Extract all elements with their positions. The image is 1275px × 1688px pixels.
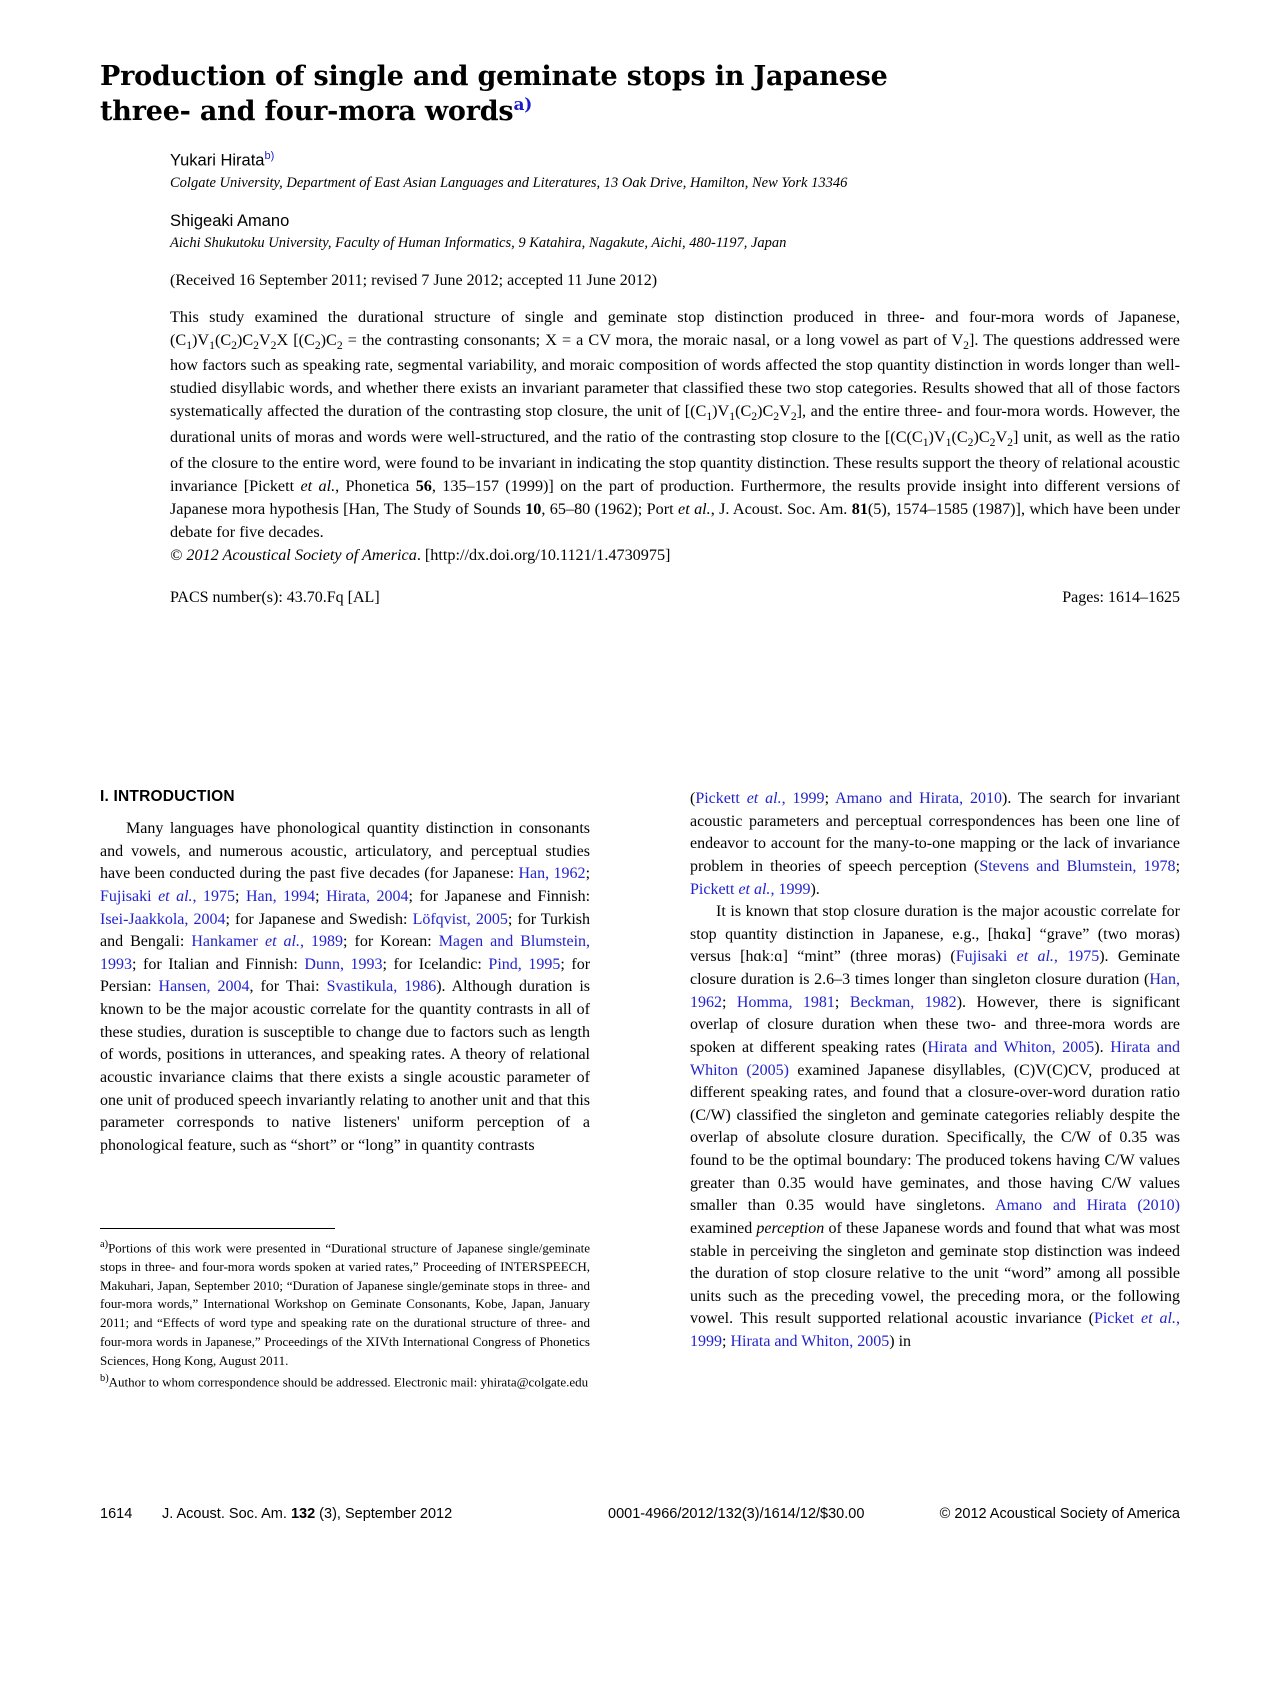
paragraph-intro-1 [100, 818, 590, 1157]
text-run: ). [1094, 1038, 1111, 1056]
footnote-b-text: Author to whom correspondence should be addressed. Electronic mail: yhirata@colgate.edu [108, 1374, 589, 1390]
section-heading-introduction: I. INTRODUCTION [100, 788, 235, 805]
abstract-seg-12: )C [757, 402, 774, 421]
pacs-numbers: PACS number(s): 43.70.Fq [AL] [170, 588, 380, 606]
author-name-2 [170, 212, 1180, 231]
et-al: et al. [738, 880, 771, 898]
abstract-seg-8: = the contrasting consonants; X = a CV mora, the moraic nasal, or a long vowel as part of V [342, 330, 964, 349]
footer-volume: 132 [290, 1506, 316, 1522]
citation-link[interactable]: Pickett et al., 1999 [695, 790, 825, 807]
citation-link[interactable]: Picket et al., 1999 [690, 1310, 1180, 1350]
author-1-label: Yukari Hirata [170, 151, 265, 170]
abstract-seg-15: unit, as well as the ratio of the closure to the entire word, were found to be invariant in indicating the stop quantity distinction. These results support the theory of relational acoustic invariance [Pickett [170, 428, 1180, 495]
text-run: ). [810, 880, 820, 898]
abstract-seg-3: (C [214, 330, 232, 349]
text-run: ; [824, 790, 836, 807]
footer-page-number: 1614 [100, 1506, 133, 1522]
citation-link[interactable]: Han, 1994 [245, 887, 316, 905]
text-run: ; [235, 887, 246, 905]
footnote-block [100, 1228, 590, 1394]
citation-link[interactable]: Hirata and Whiton (2005) [690, 1038, 1181, 1079]
text-run: ; for Persian: [100, 955, 591, 996]
page-title [100, 60, 1180, 129]
abstract-seg-13: V [779, 402, 791, 421]
title-block [100, 60, 1180, 129]
et-al: et al. [1140, 1310, 1176, 1328]
abstract-bold-2: 10 [525, 499, 542, 518]
text-run: ). Although duration is known to be the major acoustic correlate for the quantity contrasts in all of these studies, duration is susceptible to change due to factors such as length of words, positions in utterances, and speaking rates. A theory of relational acoustic invariance claims that there exists a single acoustic parameter of one unit of produced speech invariantly relating to another unit and that this parameter corresponds to native listeners' uniform perception of a phonological feature, such as “short” or “long” in quantity contrasts [100, 978, 591, 1154]
citation-link[interactable]: Han, 1962 [518, 865, 586, 883]
text-run: , for Thai: [249, 978, 327, 996]
et-al: et al. [265, 933, 301, 951]
text-run: It is known that stop closure duration is the major acoustic correlate for stop quantity distinction in Japanese, e.g., [hɑkɑ] “grave” (two moras) versus [hɑkːɑ] “mint” (three moras) ( [690, 903, 1180, 966]
citation-link[interactable]: Hirata and Whiton, 2005 [730, 1333, 890, 1350]
received-line: (Received 16 September 2011; revised 7 June 2012; accepted 11 June 2012) [170, 271, 658, 289]
footnote-a-marker: a) [100, 1239, 109, 1250]
citation-link[interactable]: Hirata and Whiton, 2005 [927, 1038, 1095, 1056]
text-run: ; [585, 865, 591, 883]
abstract-bold-1: 56 [415, 476, 432, 495]
abstract-seg-16: , Phonetica [335, 476, 416, 495]
abstract-seg-9: ]. The questions addressed were how factors such as speaking rate, segmental variability, and moraic composition of words affected the stop quantity distinction in words longer than well-studied disyllabic words, and whether there exists an invariant parameter that classified these two stop categories. Results showed that all of those factors systematically affected the duration of the contrasting stop closure, the unit of [(C [170, 330, 1180, 421]
abstract-seg-1: This study examined the durational structure of single and geminate stop distinction produced in three- and four-mora words of Japanese, (C [170, 307, 1180, 349]
abstract-seg-19: , J. Acoust. Soc. Am. [710, 499, 852, 518]
abstract-etal-2: et al. [678, 499, 711, 518]
abstract-seg-11: (C [735, 402, 752, 421]
text-run: ( [690, 790, 696, 807]
citation-link[interactable]: Fujisaki et al., 1975 [955, 948, 1100, 966]
abstract-copyright: © 2012 Acoustical Society of America [170, 545, 417, 564]
citation-link[interactable]: Amano and Hirata, 2010 [835, 790, 1003, 807]
citation-link[interactable]: Svastikula, 1986 [326, 978, 437, 996]
pacs-row [170, 589, 1180, 607]
footnote-divider [100, 1228, 335, 1229]
citation-link[interactable]: Dunn, 1993 [304, 955, 383, 973]
text-run: ; for Italian and Finnish: [132, 955, 305, 973]
citation-link[interactable]: Pickett et al., 1999 [690, 880, 811, 898]
emphasis-text: perception [756, 1219, 825, 1237]
abstract-seg-2: )V [192, 330, 210, 349]
citation-link[interactable]: Amano and Hirata (2010) [995, 1197, 1180, 1215]
footer-copyright: © 2012 Acoustical Society of America [939, 1506, 1180, 1522]
abstract-seg-7: )C [320, 330, 337, 349]
page-range: Pages: 1614–1625 [1062, 588, 1180, 606]
footnote-b-marker: b) [100, 1373, 109, 1385]
paragraph-right-1 [690, 788, 1180, 901]
text-run: examined Japanese disyllables, (C)V(C)CV, produced at different speaking rates, and found that a closure-over-word duration ratio (C/W) classified the singleton and geminate categories reliably despite the overlap of absolute closure duration. Specifically, the C/W of 0.35 was found to be the optimal boundary: The produced tokens having C/W values greater than 0.35 would have geminates, and those having C/W values smaller than 0.35 would have singletons. [690, 1061, 1180, 1215]
text-run: ; [834, 993, 850, 1011]
text-run: ; [722, 1333, 731, 1350]
footnote-a [100, 1238, 590, 1370]
citation-link[interactable]: Beckman, 1982 [849, 993, 957, 1011]
citation-link[interactable]: Löfqvist, 2005 [412, 910, 508, 928]
citation-link[interactable]: Fujisaki et al., 1975 [100, 887, 236, 905]
author-1-affiliation: Colgate University, Department of East Asian Languages and Literatures, 13 Oak Drive, Hamilton, New York 13346 [170, 174, 848, 191]
text-run: ). Geminate closure duration is 2.6–3 times longer than singleton closure duration ( [690, 948, 1181, 988]
et-al: et al. [158, 887, 193, 905]
text-run: examined [690, 1219, 757, 1237]
text-run: ; [315, 887, 327, 905]
text-run: ). The search for invariant acoustic parameters and perceptual correspondences has been one line of endeavor to account for the many-to-one mapping or the lack of invariance problem in theories of speech perception ( [690, 790, 1181, 875]
citation-link[interactable]: Hankamer et al., 1989 [191, 933, 344, 951]
column-right [690, 788, 1180, 1354]
author-1-footnote-marker[interactable]: b) [264, 150, 275, 162]
text-run: ; [1175, 857, 1181, 875]
footnote-a-text: Portions of this work were presented in “Durational structure of Japanese single/geminate stops in three- and four-mora words spoken at varied rates,” Proceeding of INTERSPEECH, Makuhari, Japan, September 2010; “Duration of Japanese single/geminate stops in three- and four-mora words,” International Workshop on Geminate Consonants, Kobe, Japan, January 2011; and “Effects of word type and speaking rate on the durational structure of three- and four-mora words in Japanese,” Proceedings of the XIVth International Congress of Phonetics Sciences, Hong Kong, August 2011. [100, 1240, 590, 1368]
abstract-bold-3: 81 [851, 499, 868, 518]
footer-journal-name: J. Acoust. Soc. Am. [162, 1506, 291, 1522]
abstract-seg-6: X [(C [276, 330, 315, 349]
citation-link[interactable]: Hirata, 2004 [326, 887, 409, 905]
text-run: ) in [889, 1333, 912, 1350]
citation-link[interactable]: Hansen, 2004 [158, 978, 250, 996]
abstract-seg-20: (5), 1574–1585 (1987)], which have been under debate for five decades. [170, 499, 1180, 541]
citation-link[interactable]: Han, 1962 [690, 971, 1180, 1011]
citation-link[interactable]: Magen and Blumstein, 1993 [100, 933, 591, 973]
text-run: ). However, there is significant overlap of closure duration when these two- and three-mora words are spoken at different speaking rates ( [690, 993, 1181, 1056]
abstract-etal-1: et al. [300, 476, 336, 495]
footnote-b [100, 1372, 590, 1392]
author-2-label: Shigeaki Amano [170, 211, 290, 230]
footer-issue-date: (3), September 2012 [315, 1506, 453, 1522]
author-2-affiliation: Aichi Shukutoku University, Faculty of Human Informatics, 9 Katahira, Nagakute, Aichi, 480-1197, Japan [170, 234, 787, 251]
text-run: of these Japanese words and found that what was most stable in perceiving the singleton and geminate stop distinction was indeed the duration of stop closure relative to the unit “word” among all possible units such as the preceding vowel, the preceding mora, or the following vowel. This result supported relational acoustic invariance ( [690, 1219, 1180, 1328]
title-line-1: Production of single and geminate stops in Japanese [100, 61, 888, 92]
paragraph-right-2 [690, 901, 1180, 1354]
abstract-seg-14: ], and the entire three- and four-mora words. However, the durational units of moras and words were well-structured, and the ratio of the contrasting stop closure to the [(C [170, 402, 1180, 447]
author-block [170, 150, 1180, 607]
text-run: ; for Japanese and Finnish: [408, 887, 591, 905]
abstract-seg-17: , 135–157 (1999)] on the part of production. Furthermore, the results provide insight into different versions of Japanese mora hypothesis [Han, The Study of Sounds [170, 476, 1180, 518]
title-line-2: three- and four-mora words [100, 95, 514, 127]
footer-issn: 0001-4966/2012/132(3)/1614/12/$30.00 [608, 1506, 865, 1522]
text-run: ; for Icelandic: [382, 955, 489, 973]
footer-journal [162, 1506, 452, 1522]
text-run: ; for Japanese and Swedish: [225, 910, 413, 928]
text-run: ; for Turkish and Bengali: [100, 910, 591, 951]
abstract-doi[interactable]: . [http://dx.doi.org/10.1121/1.4730975] [416, 545, 671, 564]
abstract-seg-5: V [258, 330, 271, 349]
et-al: et al. [1016, 948, 1054, 966]
abstract-seg-18: , 65–80 (1962); Port [541, 499, 679, 518]
citation-link[interactable]: Homma, 1981 [736, 993, 835, 1011]
et-al: et al. [746, 790, 782, 807]
abstract-seg-10: )V [712, 402, 730, 421]
author-name-1 [170, 150, 1180, 171]
citation-link[interactable]: Isei-Jaakkola, 2004 [100, 910, 226, 928]
title-footnote-marker[interactable]: a) [513, 94, 533, 115]
abstract: This study examined the durational structure of single and geminate stop distinction produced in three- and four-mora words of Japanese, $(C_1)V_1(C_2)C_2V_2X$ [$(C_2)C_2$ = the contrasting consonants; X = a CV mora, the moraic nasal, or a long vowel as part of $V_2$]. The questions addressed were how factors such as speaking rate, segmental variability, and moraic composition of words affected the stop quantity distinction in words longer than well-studied disyllabic words, and whether there exists an invariant parameter that classified these two stop categories. Results showed that all of those factors systematically affected the duration of the contrasting stop closure, the unit of $[(C_1)V_1(C_2)C_2V_2]$, and the entire three- and four-mora words. However, the durational units of moras and words were well-structured, and the ratio of the contrasting stop closure to the [$(C(C_1)V_1(C_2)C_2V_2]$ unit, as well as the ratio of the closure to the entire word, were found to be invariant in indicating the stop quantity distinction. These results support the theory of relational acoustic invariance [Pickett et al., Phonetica 56, 135–157 (1999)] on the part of production. Furthermore, the results provide insight into different versions of Japanese mora hypothesis [Han, The Study of Sounds 10, 65–80 (1962); Port et al., J. Acoust. Soc. Am. 81(5), 1574–1585 (1987)], which have been under debate for five decades. © 2012 Acoustical Society of America. [http://dx.doi.org/10.1121/1.4730975] [170, 307, 1180, 564]
column-left [100, 788, 590, 1157]
citation-link[interactable]: Stevens and Blumstein, 1978 [979, 857, 1176, 875]
abstract-seg-4: )C [236, 330, 254, 349]
text-run: Many languages have phonological quantity distinction in consonants and vowels, and numerous acoustic, articulatory, and perceptual studies have been conducted during the past five decades (for Japanese: [100, 820, 590, 883]
text-run: ; for Korean: [343, 933, 439, 951]
text-run: ; [722, 993, 737, 1011]
citation-link[interactable]: Pind, 1995 [488, 955, 561, 973]
